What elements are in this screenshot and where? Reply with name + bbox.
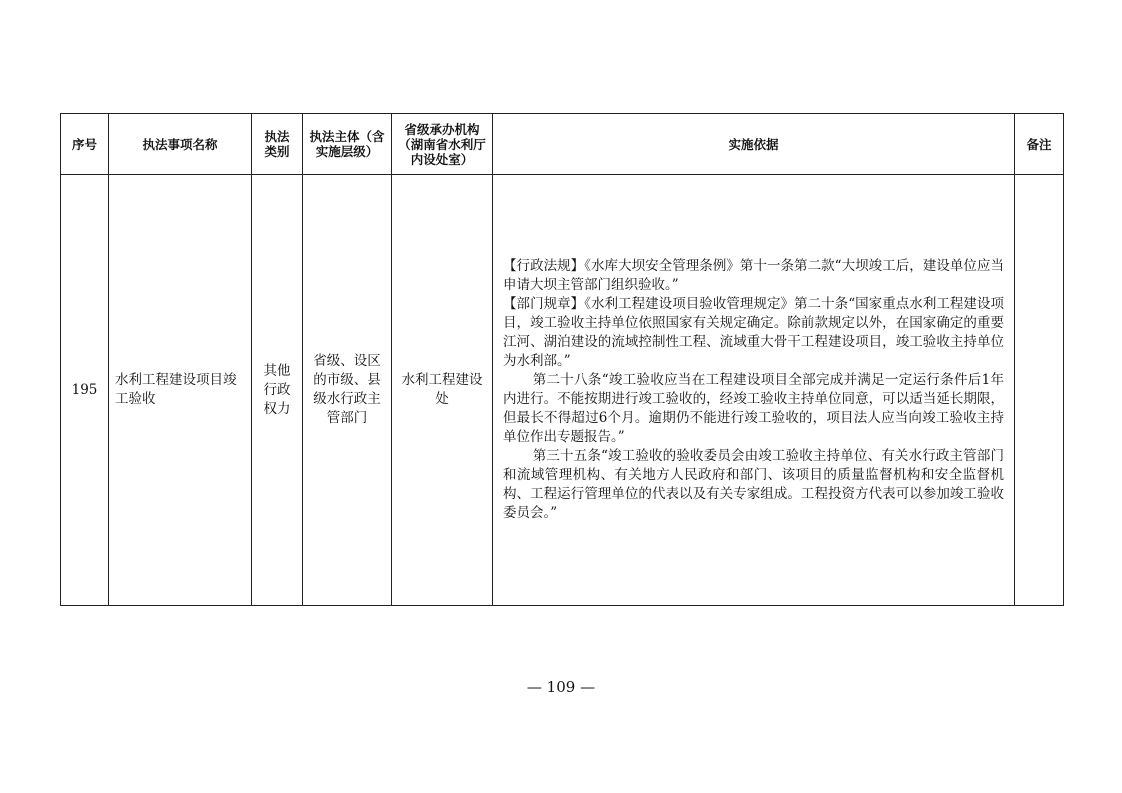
table-row bbox=[61, 175, 1064, 606]
enforcement-table bbox=[60, 113, 1064, 606]
cell-subject bbox=[303, 175, 392, 606]
basis-paragraph: 【部门规章】《水利工程建设项目验收管理规定》第二十条“国家重点水利工程建设项目，竣工验收主持单位依照国家有关规定确定。除前款规定以外，在国家确定的重要江河、湖泊建设的流域控制性工程、流域重大骨干工程建设项目，竣工验收主持单位为水利部。” bbox=[503, 296, 1004, 369]
header-subject-text: 执法主体（含实施层级） bbox=[309, 129, 385, 159]
cell-org-text: 水利工程建设处 bbox=[401, 372, 483, 407]
header-org-text: 省级承办机构（湖南省水利厅内设处室） bbox=[398, 121, 486, 167]
header-basis: 实施依据 bbox=[493, 114, 1015, 175]
header-seq: 序号 bbox=[61, 114, 109, 175]
cell-item-name-text: 水利工程建设项目竣工验收 bbox=[115, 372, 237, 407]
header-item-name: 执法事项名称 bbox=[109, 114, 252, 175]
basis-paragraph: 【行政法规】《水库大坝安全管理条例》第十一条第二款“大坝竣工后，建设单位应当申请大坝主管部门组织验收。” bbox=[503, 258, 1004, 293]
header-category bbox=[252, 114, 303, 175]
cell-org bbox=[392, 175, 493, 606]
cell-category-text: 其他行政权力 bbox=[263, 362, 291, 417]
cell-category bbox=[252, 175, 303, 606]
header-note: 备注 bbox=[1015, 114, 1064, 175]
table-header-row bbox=[61, 114, 1064, 175]
cell-basis bbox=[493, 175, 1015, 606]
cell-item-name bbox=[109, 175, 252, 606]
cell-subject-text: 省级、设区的市级、县级水行政主管部门 bbox=[313, 353, 381, 426]
basis-paragraph: 第三十五条“竣工验收的验收委员会由竣工验收主持单位、有关水行政主管部门和流域管理机构、有关地方人民政府和部门、该项目的质量监督机构和安全监督机构、工程运行管理单位的代表以及有关专家组成。工程投资方代表可以参加竣工验收委员会。” bbox=[503, 448, 1004, 521]
cell-seq: 195 bbox=[61, 175, 109, 606]
page-number: — 109 — bbox=[526, 678, 596, 696]
cell-note bbox=[1015, 175, 1064, 606]
header-category-text: 执法类别 bbox=[264, 129, 290, 159]
header-subject bbox=[303, 114, 392, 175]
header-org bbox=[392, 114, 493, 175]
basis-paragraph: 第二十八条“竣工验收应当在工程建设项目全部完成并满足一定运行条件后1年内进行。不能按期进行竣工验收的，经竣工验收主持单位同意，可以适当延长期限，但最长不得超过6个月。逾期仍不能进行竣工验收的，项目法人应当向竣工验收主持单位作出专题报告。” bbox=[503, 372, 1004, 445]
